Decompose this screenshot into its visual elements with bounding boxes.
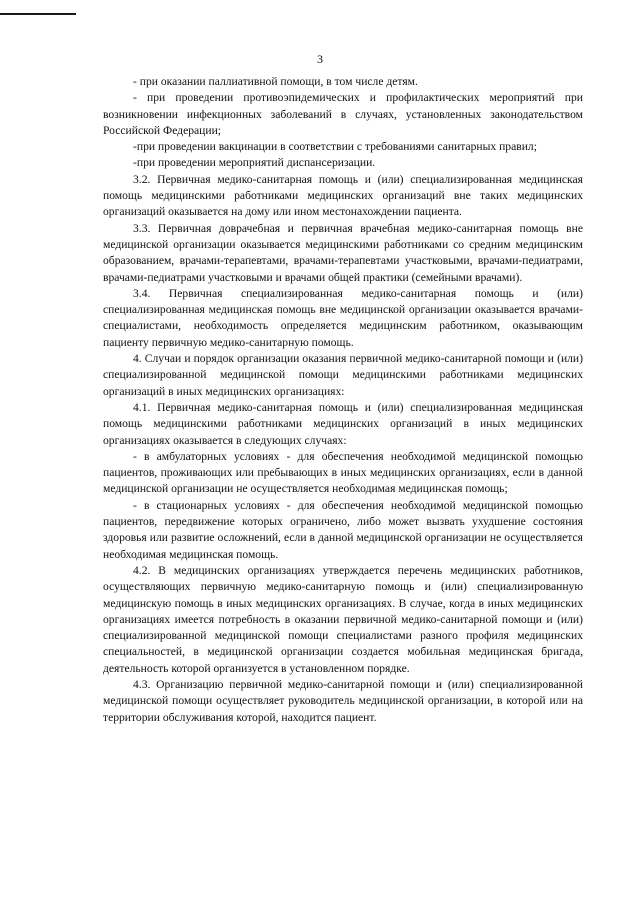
- paragraph-outpatient: - в амбулаторных условиях - для обеспечения необходимой медицинской помощью пациентов, проживающих или пребывающих в иных медицинских организациях, если в данной медицинской организации не осуществляется необходимая медицинская помощь;: [103, 449, 583, 496]
- paragraph-vaccination: -при проведении вакцинации в соответствии с требованиями санитарных правил;: [133, 140, 537, 154]
- paragraph-4-2: 4.2. В медицинских организациях утверждается перечень медицинских работников, осуществляющих первичную медико-санитарную помощь и (или) специализированную медицинскую помощь в иных медицинских организациях. В случае, когда в иных медицинских организациях имеется потребность в оказании первичной медико-санитарной помощи и (или) специализированной медицинской помощи специалистами разного профиля медицинских специальностей, в медицинской организации создается мобильная медицинская бригада, деятельность которой организуется в установленном порядке.: [103, 563, 583, 675]
- header-rule: [0, 13, 76, 15]
- paragraph-epidemic-measures: - при проведении противоэпидемических и профилактических мероприятий при возникновении инфекционных заболеваний в случаях, установленных законодательством Российской Федерации;: [103, 91, 583, 137]
- paragraph-3-4: 3.4. Первичная специализированная медико-санитарная помощь и (или) специализированная медицинская помощь вне медицинской организации оказывается врачами-специалистами, необходимость определяется медицинским работником, оказывающим пациенту первичную медико-санитарную помощь.: [103, 286, 583, 349]
- document-body: [103, 74, 583, 726]
- paragraph-4: 4. Случаи и порядок организации оказания первичной медико-санитарной помощи и (или) специализированной медицинской помощи медицинскими работниками медицинских организаций в иных медицинских организациях:: [103, 352, 583, 398]
- paragraph-palliative-care: - при оказании паллиативной помощи, в том числе детям.: [133, 75, 418, 88]
- paragraph-3-3: 3.3. Первичная доврачебная и первичная врачебная медико-санитарная помощь вне медицинской организации оказывается медицинскими работниками со средним медицинским образованием, врачами-терапевтами, врачами-терапевтами участковыми, врачами-педиатрами, врачами-педиатрами участковыми и врачами общей практики (семейными врачами).: [103, 221, 583, 284]
- page-number: 3: [317, 52, 323, 66]
- paragraph-4-3: 4.3. Организацию первичной медико-санитарной помощи и (или) специализированной медицинской помощи осуществляет руководитель медицинской организации, в которой или на территории обслуживания которой, находится пациент.: [103, 677, 583, 724]
- paragraph-3-2: 3.2. Первичная медико-санитарная помощь и (или) специализированная медицинская помощь медицинскими работниками медицинских организаций вне таких медицинских организаций оказывается на дому или ином местонахождении пациента.: [103, 172, 583, 219]
- paragraph-4-1: 4.1. Первичная медико-санитарная помощь и (или) специализированная медицинская помощь медицинскими работниками медицинских организаций в иных медицинских организациях оказывается в следующих случаях:: [103, 400, 583, 447]
- paragraph-dispensarization: -при проведении мероприятий диспансеризации.: [133, 156, 376, 170]
- paragraph-inpatient: - в стационарных условиях - для обеспечения необходимой медицинской помощью пациентов, передвижение которых ограничено, либо может вызвать ухудшение состояния здоровья или развитие осложнений, если в данной медицинской организации не осуществляется необходимая медицинская помощь.: [103, 498, 583, 561]
